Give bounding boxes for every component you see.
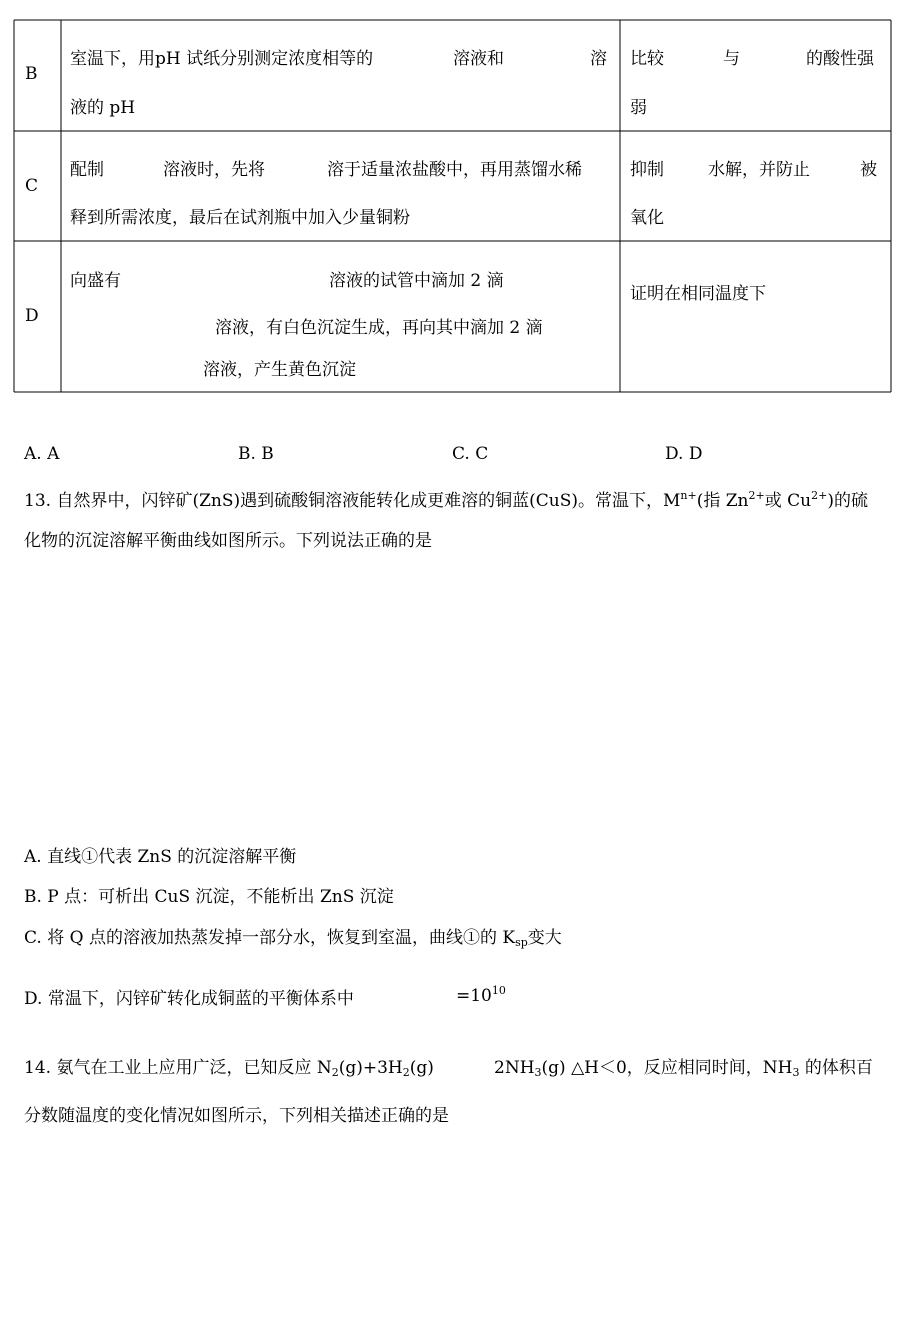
row-d-operation-line3: 溶液，产生黄色沉淀 (203, 360, 356, 380)
row-b-operation-part1: 室温下，用pH 试纸分别测定浓度相等的 (70, 49, 374, 69)
q13-stem-line1: 13. 自然界中，闪锌矿(ZnS)遇到硫酸铜溶液能转化成更难溶的铜蓝(CuS)。常温下，$M^{n+}$(指 $Zn^{2+}$或 $Cu^{2+}$)的硫 (24, 489, 868, 511)
q13-option-d-value: $=10^{10}$ (456, 984, 506, 1006)
q14-stem-line2: 分数随温度的变化情况如图所示，下列相关描述正确的是 (24, 1106, 449, 1126)
row-b-purpose-line2: 弱 (630, 98, 647, 118)
row-b-label: B (25, 64, 38, 84)
row-d-operation-part2: 溶液的试管中滴加 2 滴 (329, 271, 504, 291)
q13-option-b: B. P 点：可析出 CuS 沉淀，不能析出 ZnS 沉淀 (24, 887, 394, 907)
row-c-purpose-part3: 被 (860, 160, 877, 180)
q14-stem-line1-part2: $2NH_3(g)$ △H＜0，反应相同时间，$NH_3$ 的体积百 (494, 1058, 873, 1079)
row-c-operation-part3: 溶于适量浓盐酸中，再用蒸馏水稀 (327, 160, 582, 180)
q13-option-a: A. 直线①代表 ZnS 的沉淀溶解平衡 (24, 847, 297, 867)
q12-option-a: A. A (24, 444, 60, 464)
row-c-operation-part2: 溶液时，先将 (163, 160, 265, 180)
row-c-operation-part1: 配制 (70, 160, 104, 180)
q12-option-b: B. B (238, 444, 274, 464)
row-d-operation-part1: 向盛有 (70, 271, 121, 291)
row-c-label: C (25, 176, 39, 196)
row-c-purpose-part2: 水解，并防止 (708, 160, 810, 180)
row-b-operation-line2: 液的 pH (70, 98, 136, 118)
row-d-purpose-line1: 证明在相同温度下 (630, 284, 766, 304)
q13-option-d: D. 常温下，闪锌矿转化成铜蓝的平衡体系中 (24, 989, 354, 1009)
row-b-operation-part2: 溶液和 (453, 49, 504, 69)
q12-option-d: D. D (665, 444, 703, 464)
row-c-purpose-line2: 氧化 (630, 208, 664, 228)
q12-option-c: C. C (452, 444, 489, 464)
row-b-operation-part3: 溶 (590, 49, 607, 69)
row-d-operation-line2: 溶液，有白色沉淀生成，再向其中滴加 2 滴 (215, 318, 543, 338)
q14-stem-line1-part1: 14. 氨气在工业上应用广泛，已知反应 $N_2(g)+3H_2(g)$ (24, 1058, 434, 1079)
row-b-purpose-part1: 比较 (630, 49, 664, 69)
row-b-purpose-part2: 与 (723, 49, 740, 69)
q13-option-c: C. 将 Q 点的溶液加热蒸发掉一部分水，恢复到室温，曲线①的 $K_{sp}$变大 (24, 928, 562, 949)
row-d-label: D (25, 306, 39, 326)
q13-stem-line2: 化物的沉淀溶解平衡曲线如图所示。下列说法正确的是 (24, 531, 432, 551)
row-c-operation-line2: 释到所需浓度，最后在试剂瓶中加入少量铜粉 (70, 208, 410, 228)
row-c-purpose-part1: 抑制 (630, 160, 664, 180)
row-b-purpose-part3: 的酸性强 (806, 49, 874, 69)
